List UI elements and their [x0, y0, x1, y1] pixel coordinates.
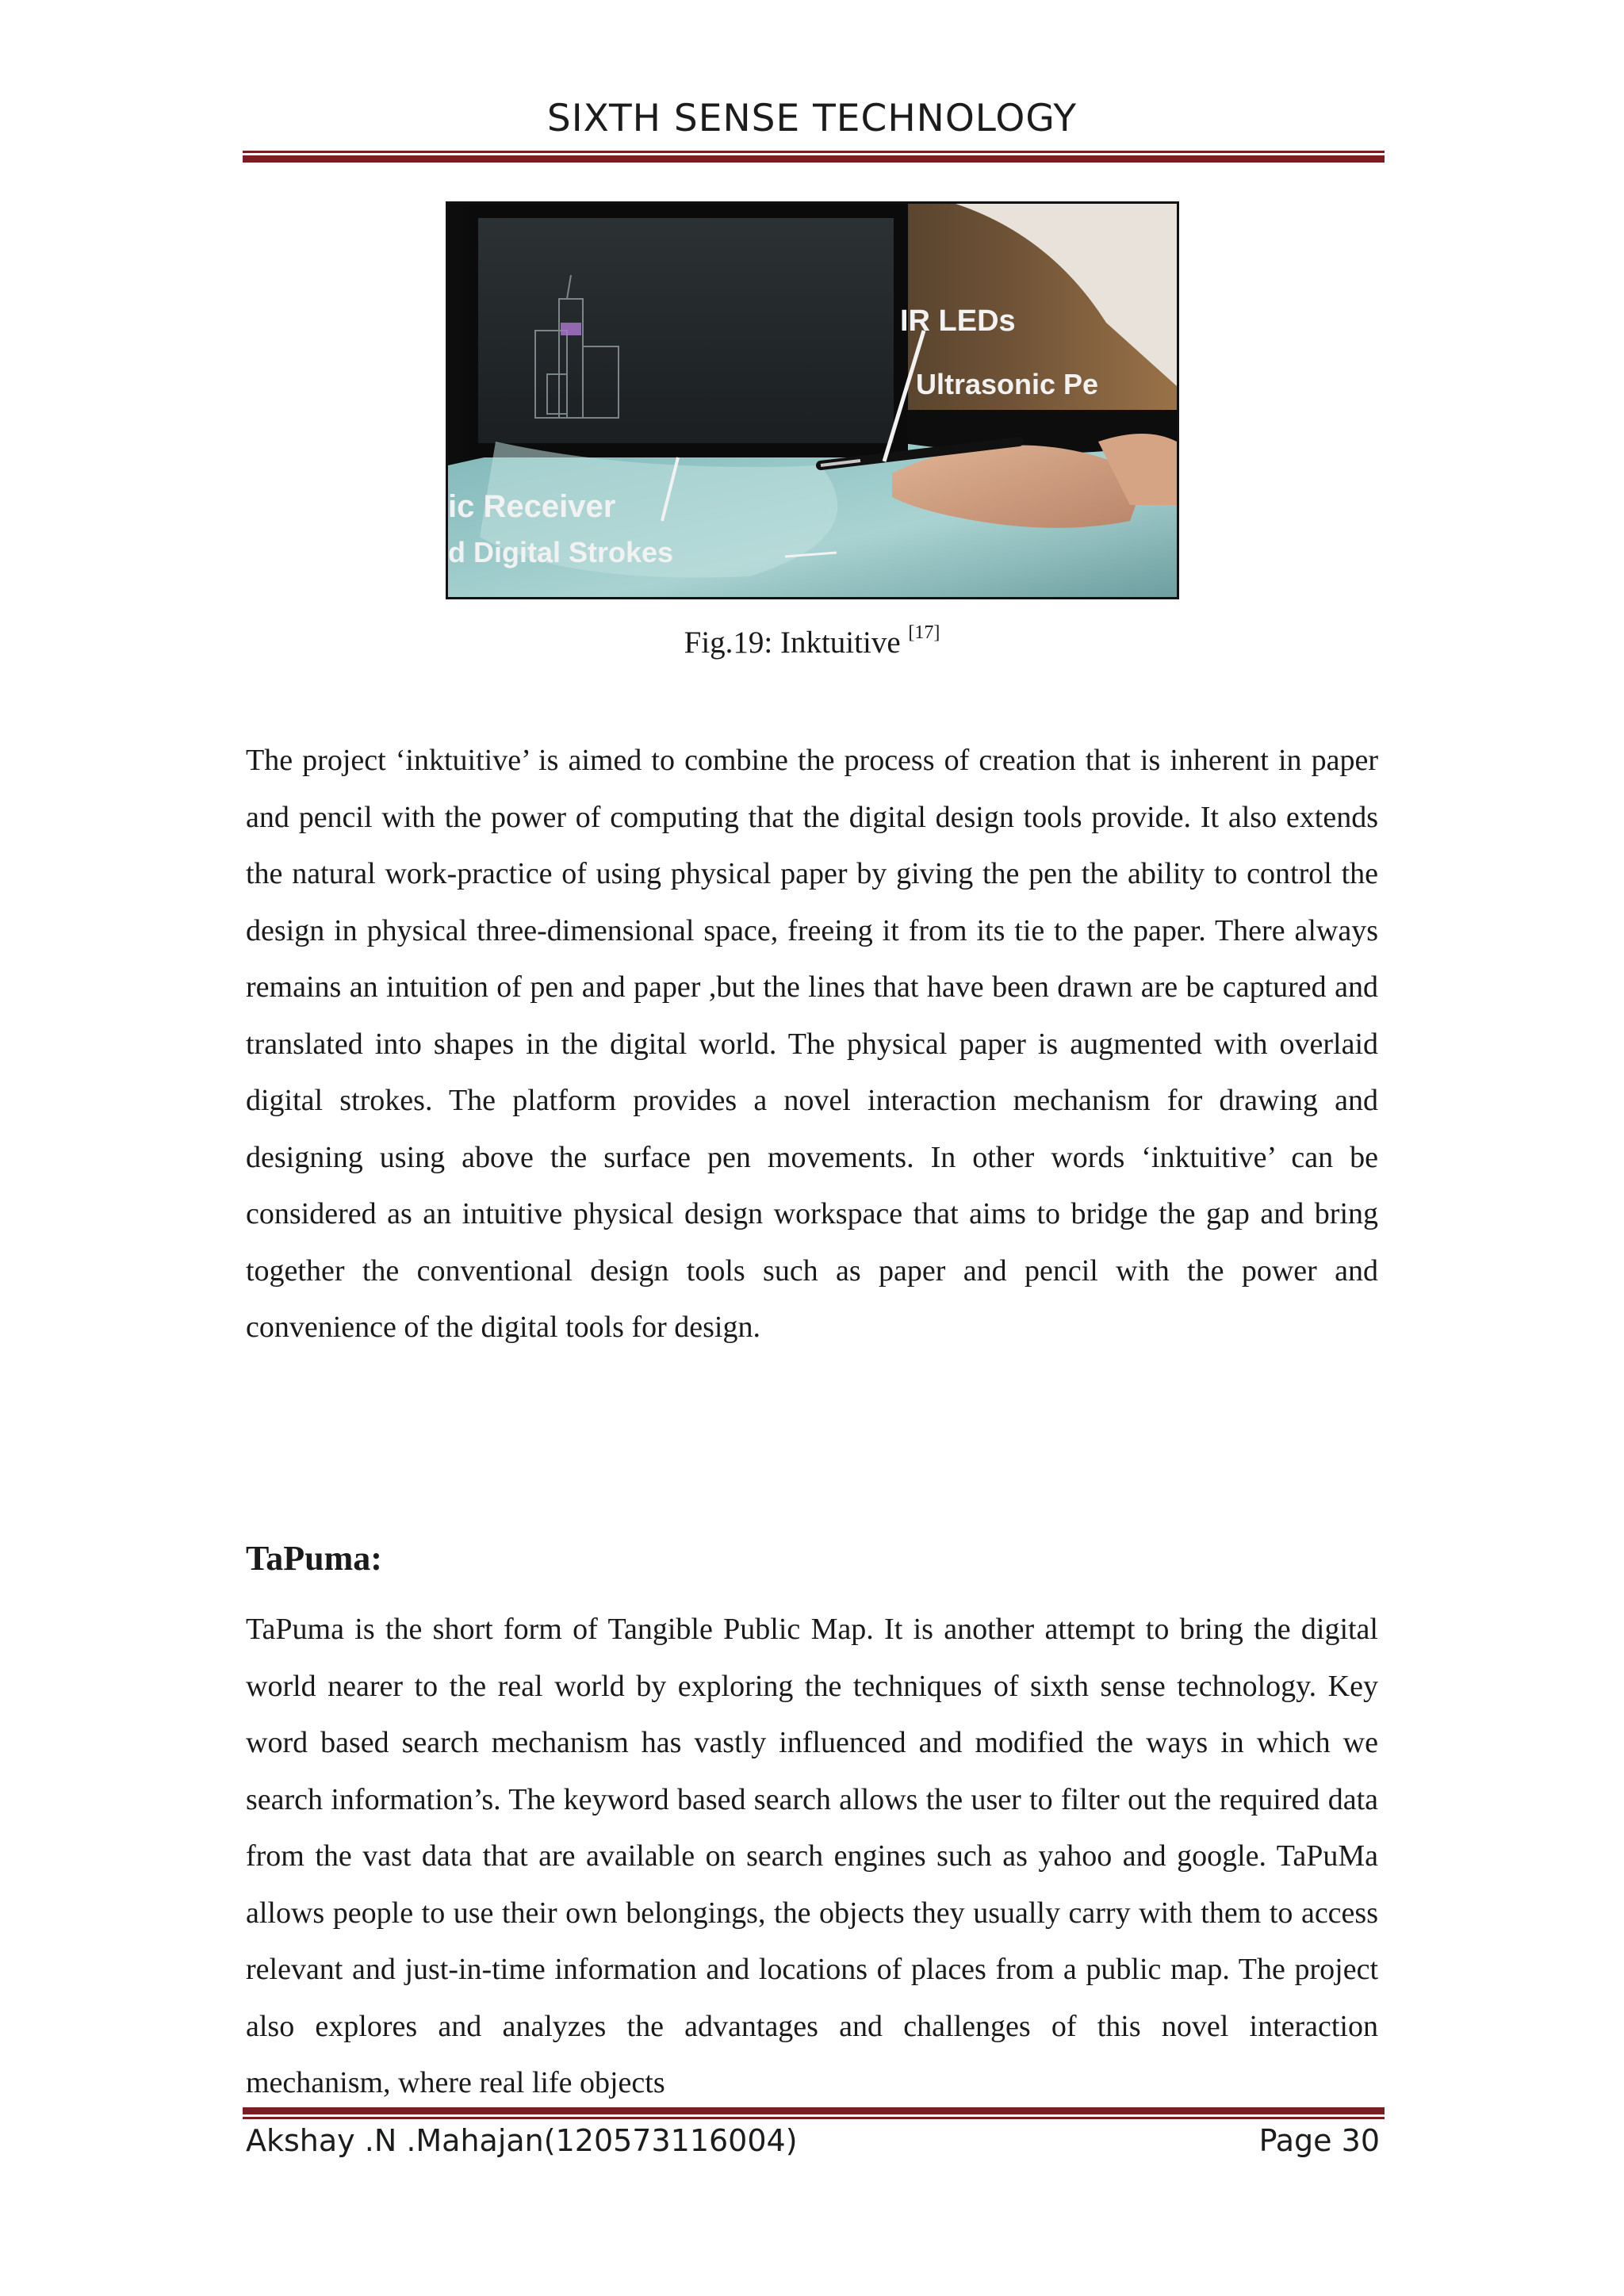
- footer-author: Akshay .N .Mahajan(120573116004): [246, 2123, 798, 2158]
- footer-rule: [243, 2107, 1385, 2119]
- figure-label-strokes: d Digital Strokes: [448, 536, 674, 568]
- header-title: SIXTH SENSE TECHNOLOGY: [546, 97, 1078, 140]
- inktuitive-photo: [446, 201, 1179, 599]
- section-heading-tapuma: TaPuma:: [246, 1539, 382, 1578]
- footer-page-number: Page 30: [1258, 2123, 1380, 2158]
- inktuitive-paragraph: The project ‘inktuitive’ is aimed to combine the process of creation that is inherent in paper and pencil with the power of computing that the digital design tools provide. It also extends the natural work-practice of using physical paper by giving the pen the ability to control the design in physical three-dimensional space, freeing it from its tie to the paper. There always remains an intuition of pen and paper ,but the lines that have been drawn are be captured and translated into shapes in the digital world. The physical paper is augmented with overlaid digital strokes. The platform provides a novel interaction mechanism for drawing and designing using above the surface pen movements. In other words ‘inktuitive’ can be considered as an intuitive physical design workspace that aims to bridge the gap and bring together the conventional design tools such as paper and pencil with the power and convenience of the digital tools for design.: [246, 744, 1378, 1344]
- caption-citation: [17]: [908, 622, 940, 643]
- header-rule: [243, 151, 1385, 163]
- figure-label-ir-leds: IR LEDs: [900, 304, 1016, 338]
- figure-label-ultrasonic: Ultrasonic Pe: [916, 368, 1099, 400]
- figure-caption: [0, 622, 1624, 660]
- tapuma-paragraph: TaPuma is the short form of Tangible Public Map. It is another attempt to bring the digital world nearer to the real world by exploring the techniques of sixth sense technology. Key word based search mechanism has vastly influenced and modified the ways in which we search information’s. The keyword based search allows the user to filter out the required data from the vast data that are available on search engines such as yahoo and google. TaPuMa allows people to use their own belongings, the objects they usually carry with them to access relevant and just-in-time information and locations of places from a public map. The project also explores and analyzes the advantages and challenges of this novel interaction mechanism, where real life objects: [246, 1613, 1378, 2099]
- figure-label-receiver: ic Receiver: [448, 489, 616, 524]
- caption-text: Fig.19: Inktuitive: [684, 626, 901, 660]
